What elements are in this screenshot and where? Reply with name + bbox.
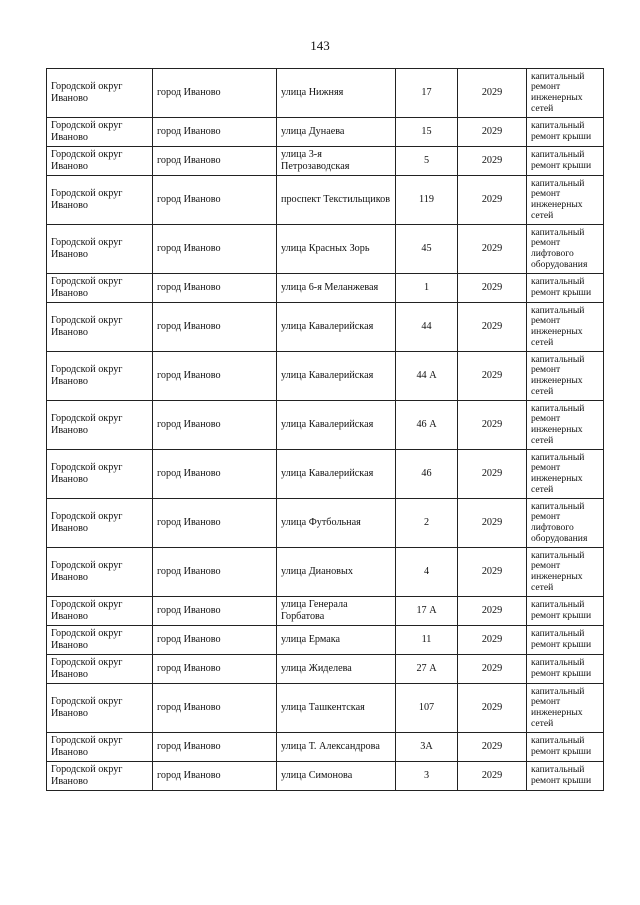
work-type-cell: капитальный ремонт крыши — [527, 733, 604, 762]
work-type-cell: капитальный ремонт инженерных сетей — [527, 69, 604, 118]
table-row — [47, 147, 604, 176]
table-row — [47, 655, 604, 684]
table-row — [47, 352, 604, 401]
street-cell: улица Кавалерийская — [277, 401, 396, 450]
house-number-cell: 3 — [396, 762, 458, 791]
house-number-cell: 15 — [396, 118, 458, 147]
work-type-cell: капитальный ремонт крыши — [527, 274, 604, 303]
year-cell: 2029 — [458, 655, 527, 684]
table-row — [47, 176, 604, 225]
city-cell: город Иваново — [153, 176, 277, 225]
table-row — [47, 626, 604, 655]
city-cell: город Иваново — [153, 352, 277, 401]
city-cell: город Иваново — [153, 733, 277, 762]
house-number-cell: 119 — [396, 176, 458, 225]
street-cell: улица Ташкентская — [277, 684, 396, 733]
work-type-cell: капитальный ремонт инженерных сетей — [527, 352, 604, 401]
district-cell: Городской округ Иваново — [47, 499, 153, 548]
district-cell: Городской округ Иваново — [47, 684, 153, 733]
street-cell: улица Симонова — [277, 762, 396, 791]
street-cell: улица Дунаева — [277, 118, 396, 147]
district-cell: Городской округ Иваново — [47, 303, 153, 352]
table-row — [47, 597, 604, 626]
district-cell: Городской округ Иваново — [47, 548, 153, 597]
year-cell: 2029 — [458, 69, 527, 118]
street-cell: проспект Текстильщиков — [277, 176, 396, 225]
work-type-cell: капитальный ремонт лифтового оборудования — [527, 225, 604, 274]
table-row — [47, 303, 604, 352]
table-row — [47, 401, 604, 450]
city-cell: город Иваново — [153, 626, 277, 655]
house-number-cell: 5 — [396, 147, 458, 176]
city-cell: город Иваново — [153, 499, 277, 548]
city-cell: город Иваново — [153, 147, 277, 176]
district-cell: Городской округ Иваново — [47, 597, 153, 626]
street-cell: улица 3-я Петрозаводская — [277, 147, 396, 176]
table-row — [47, 762, 604, 791]
house-number-cell: 27 А — [396, 655, 458, 684]
work-type-cell: капитальный ремонт инженерных сетей — [527, 548, 604, 597]
year-cell: 2029 — [458, 118, 527, 147]
city-cell: город Иваново — [153, 655, 277, 684]
house-number-cell: 2 — [396, 499, 458, 548]
year-cell: 2029 — [458, 176, 527, 225]
city-cell: город Иваново — [153, 118, 277, 147]
district-cell: Городской округ Иваново — [47, 655, 153, 684]
district-cell: Городской округ Иваново — [47, 401, 153, 450]
table-row — [47, 450, 604, 499]
work-type-cell: капитальный ремонт крыши — [527, 147, 604, 176]
work-type-cell: капитальный ремонт крыши — [527, 762, 604, 791]
year-cell: 2029 — [458, 450, 527, 499]
work-type-cell: капитальный ремонт инженерных сетей — [527, 303, 604, 352]
street-cell: улица Кавалерийская — [277, 303, 396, 352]
city-cell: город Иваново — [153, 450, 277, 499]
house-number-cell: 4 — [396, 548, 458, 597]
table-row — [47, 499, 604, 548]
year-cell: 2029 — [458, 762, 527, 791]
table-row — [47, 118, 604, 147]
city-cell: город Иваново — [153, 597, 277, 626]
street-cell: улица Кавалерийская — [277, 352, 396, 401]
district-cell: Городской округ Иваново — [47, 626, 153, 655]
district-cell: Городской округ Иваново — [47, 274, 153, 303]
year-cell: 2029 — [458, 303, 527, 352]
year-cell: 2029 — [458, 684, 527, 733]
table-row — [47, 225, 604, 274]
city-cell: город Иваново — [153, 303, 277, 352]
work-type-cell: капитальный ремонт крыши — [527, 626, 604, 655]
work-type-cell: капитальный ремонт крыши — [527, 597, 604, 626]
street-cell: улица Кавалерийская — [277, 450, 396, 499]
city-cell: город Иваново — [153, 684, 277, 733]
house-number-cell: 46 А — [396, 401, 458, 450]
table-row — [47, 69, 604, 118]
work-type-cell: капитальный ремонт инженерных сетей — [527, 176, 604, 225]
year-cell: 2029 — [458, 548, 527, 597]
year-cell: 2029 — [458, 401, 527, 450]
house-number-cell: 44 — [396, 303, 458, 352]
district-cell: Городской округ Иваново — [47, 450, 153, 499]
year-cell: 2029 — [458, 499, 527, 548]
district-cell: Городской округ Иваново — [47, 176, 153, 225]
street-cell: улица 6-я Меланжевая — [277, 274, 396, 303]
house-number-cell: 3А — [396, 733, 458, 762]
year-cell: 2029 — [458, 733, 527, 762]
house-number-cell: 46 — [396, 450, 458, 499]
street-cell: улица Диановых — [277, 548, 396, 597]
district-cell: Городской округ Иваново — [47, 352, 153, 401]
work-type-cell: капитальный ремонт лифтового оборудования — [527, 499, 604, 548]
year-cell: 2029 — [458, 352, 527, 401]
street-cell: улица Генерала Горбатова — [277, 597, 396, 626]
district-cell: Городской округ Иваново — [47, 118, 153, 147]
work-type-cell: капитальный ремонт инженерных сетей — [527, 450, 604, 499]
table-row — [47, 733, 604, 762]
district-cell: Городской округ Иваново — [47, 69, 153, 118]
street-cell: улица Жиделева — [277, 655, 396, 684]
house-number-cell: 11 — [396, 626, 458, 655]
district-cell: Городской округ Иваново — [47, 762, 153, 791]
district-cell: Городской округ Иваново — [47, 147, 153, 176]
city-cell: город Иваново — [153, 69, 277, 118]
year-cell: 2029 — [458, 225, 527, 274]
year-cell: 2029 — [458, 626, 527, 655]
house-number-cell: 45 — [396, 225, 458, 274]
year-cell: 2029 — [458, 274, 527, 303]
work-type-cell: капитальный ремонт крыши — [527, 655, 604, 684]
year-cell: 2029 — [458, 597, 527, 626]
city-cell: город Иваново — [153, 548, 277, 597]
street-cell: улица Т. Александрова — [277, 733, 396, 762]
page-number: 143 — [310, 38, 330, 53]
street-cell: улица Нижняя — [277, 69, 396, 118]
house-number-cell: 107 — [396, 684, 458, 733]
table-row — [47, 548, 604, 597]
city-cell: город Иваново — [153, 401, 277, 450]
street-cell: улица Ермака — [277, 626, 396, 655]
table-row — [47, 274, 604, 303]
street-cell: улица Футбольная — [277, 499, 396, 548]
street-cell: улица Красных Зорь — [277, 225, 396, 274]
house-number-cell: 1 — [396, 274, 458, 303]
year-cell: 2029 — [458, 147, 527, 176]
district-cell: Городской округ Иваново — [47, 225, 153, 274]
work-type-cell: капитальный ремонт инженерных сетей — [527, 684, 604, 733]
work-type-cell: капитальный ремонт крыши — [527, 118, 604, 147]
house-number-cell: 17 А — [396, 597, 458, 626]
table-body — [47, 69, 604, 791]
house-number-cell: 17 — [396, 69, 458, 118]
work-type-cell: капитальный ремонт инженерных сетей — [527, 401, 604, 450]
city-cell: город Иваново — [153, 762, 277, 791]
city-cell: город Иваново — [153, 274, 277, 303]
house-number-cell: 44 А — [396, 352, 458, 401]
city-cell: город Иваново — [153, 225, 277, 274]
district-cell: Городской округ Иваново — [47, 733, 153, 762]
table-row — [47, 684, 604, 733]
repair-schedule-table — [46, 68, 604, 791]
